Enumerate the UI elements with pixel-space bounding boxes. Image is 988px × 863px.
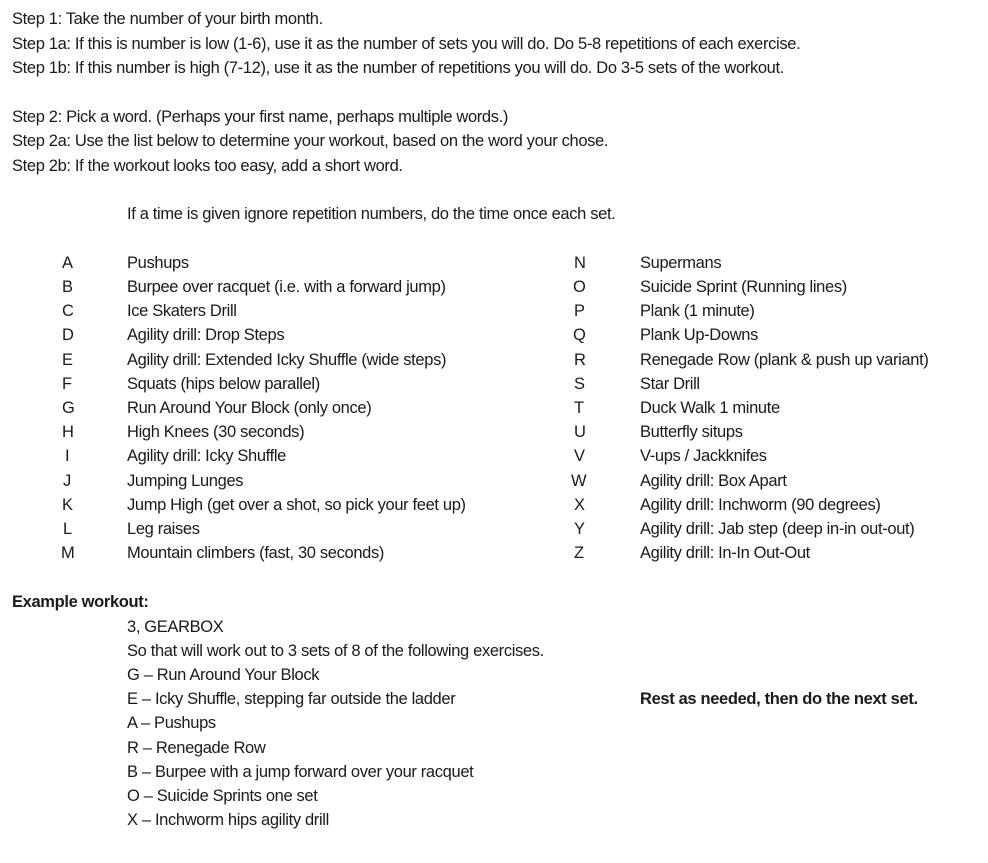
exercise-name: Suicide Sprint (Running lines) (640, 278, 847, 296)
exercise-letter: D (62, 326, 74, 344)
exercise-name: Star Drill (640, 375, 700, 393)
example-summary: So that will work out to 3 sets of 8 of the following exercises. (127, 642, 544, 660)
exercise-letter: K (62, 496, 74, 514)
exercise-name: V-ups / Jackknifes (640, 447, 767, 465)
exercise-name: Jumping Lunges (127, 472, 244, 490)
exercise-letter: J (63, 472, 72, 490)
exercise-name: Plank Up-Downs (640, 326, 758, 344)
exercise-letter: I (65, 447, 70, 465)
exercise-letter: R (574, 351, 586, 369)
time-note: If a time is given ignore repetition numbers, do the time once each set. (127, 205, 616, 223)
example-item: X – Inchworm hips agility drill (127, 811, 329, 829)
exercise-letter: Y (574, 520, 586, 538)
exercise-letter: B (62, 278, 74, 296)
exercise-name: Mountain climbers (fast, 30 seconds) (127, 544, 385, 562)
exercise-name: Agility drill: Icky Shuffle (127, 447, 286, 465)
step-2a: Step 2a: Use the list below to determine your workout, based on the word your chose. (12, 132, 609, 150)
exercise-letter: O (573, 278, 586, 296)
exercise-name: Burpee over racquet (i.e. with a forward jump) (127, 278, 446, 296)
exercise-letter: C (62, 302, 74, 320)
step-1b: Step 1b: If this number is high (7-12), use it as the number of repetitions you will do. Do 3-5 sets of the workout. (12, 59, 784, 77)
exercise-name: Agility drill: Box Apart (640, 472, 787, 490)
example-item: G – Run Around Your Block (127, 666, 320, 684)
exercise-name: Jump High (get over a shot, so pick your feet up) (127, 496, 466, 514)
exercise-letter: H (62, 423, 74, 441)
exercise-letter: T (574, 399, 585, 417)
exercise-name: Agility drill: Drop Steps (127, 326, 285, 344)
exercise-name: Squats (hips below parallel) (127, 375, 320, 393)
exercise-letter: S (574, 375, 586, 393)
exercise-name: Duck Walk 1 minute (640, 399, 780, 417)
exercise-name: Renegade Row (plank & push up variant) (640, 351, 929, 369)
step-2b: Step 2b: If the workout looks too easy, add a short word. (12, 157, 403, 175)
exercise-letter: X (574, 496, 586, 514)
step-1a: Step 1a: If this is number is low (1-6), use it as the number of sets you will do. Do 5-8 repetitions of each exercise. (12, 35, 801, 53)
exercise-letter: U (574, 423, 586, 441)
exercise-name: Agility drill: Extended Icky Shuffle (wide steps) (127, 351, 447, 369)
exercise-name: Butterfly situps (640, 423, 743, 441)
example-item: A – Pushups (127, 714, 216, 732)
step-1: Step 1: Take the number of your birth month. (12, 10, 323, 28)
exercise-letter: N (574, 254, 586, 272)
exercise-name: Leg raises (127, 520, 200, 538)
exercise-letter: W (571, 472, 587, 490)
exercise-name: High Knees (30 seconds) (127, 423, 305, 441)
exercise-letter: A (62, 254, 74, 272)
exercise-letter: M (61, 544, 75, 562)
rest-note: Rest as needed, then do the next set. (640, 690, 918, 708)
exercise-letter: L (63, 520, 73, 538)
exercise-letter: G (62, 399, 75, 417)
exercise-name: Ice Skaters Drill (127, 302, 237, 320)
exercise-letter: P (574, 302, 586, 320)
exercise-name: Plank (1 minute) (640, 302, 755, 320)
exercise-letter: F (62, 375, 73, 393)
exercise-letter: V (574, 447, 586, 465)
exercise-name: Agility drill: In-In Out-Out (640, 544, 810, 562)
example-input: 3, GEARBOX (127, 618, 224, 636)
exercise-letter: E (62, 351, 74, 369)
exercise-letter: Q (573, 326, 586, 344)
exercise-name: Agility drill: Jab step (deep in-in out-out) (640, 520, 915, 538)
exercise-name: Run Around Your Block (only once) (127, 399, 372, 417)
exercise-name: Pushups (127, 254, 189, 272)
example-item: O – Suicide Sprints one set (127, 787, 318, 805)
example-item: R – Renegade Row (127, 739, 266, 757)
exercise-letter: Z (574, 544, 585, 562)
exercise-name: Agility drill: Inchworm (90 degrees) (640, 496, 881, 514)
exercise-name: Supermans (640, 254, 722, 272)
example-item: B – Burpee with a jump forward over your racquet (127, 763, 474, 781)
step-2: Step 2: Pick a word. (Perhaps your first name, perhaps multiple words.) (12, 108, 509, 126)
example-item: E – Icky Shuffle, stepping far outside the ladder (127, 690, 456, 708)
example-heading: Example workout: (12, 593, 149, 611)
